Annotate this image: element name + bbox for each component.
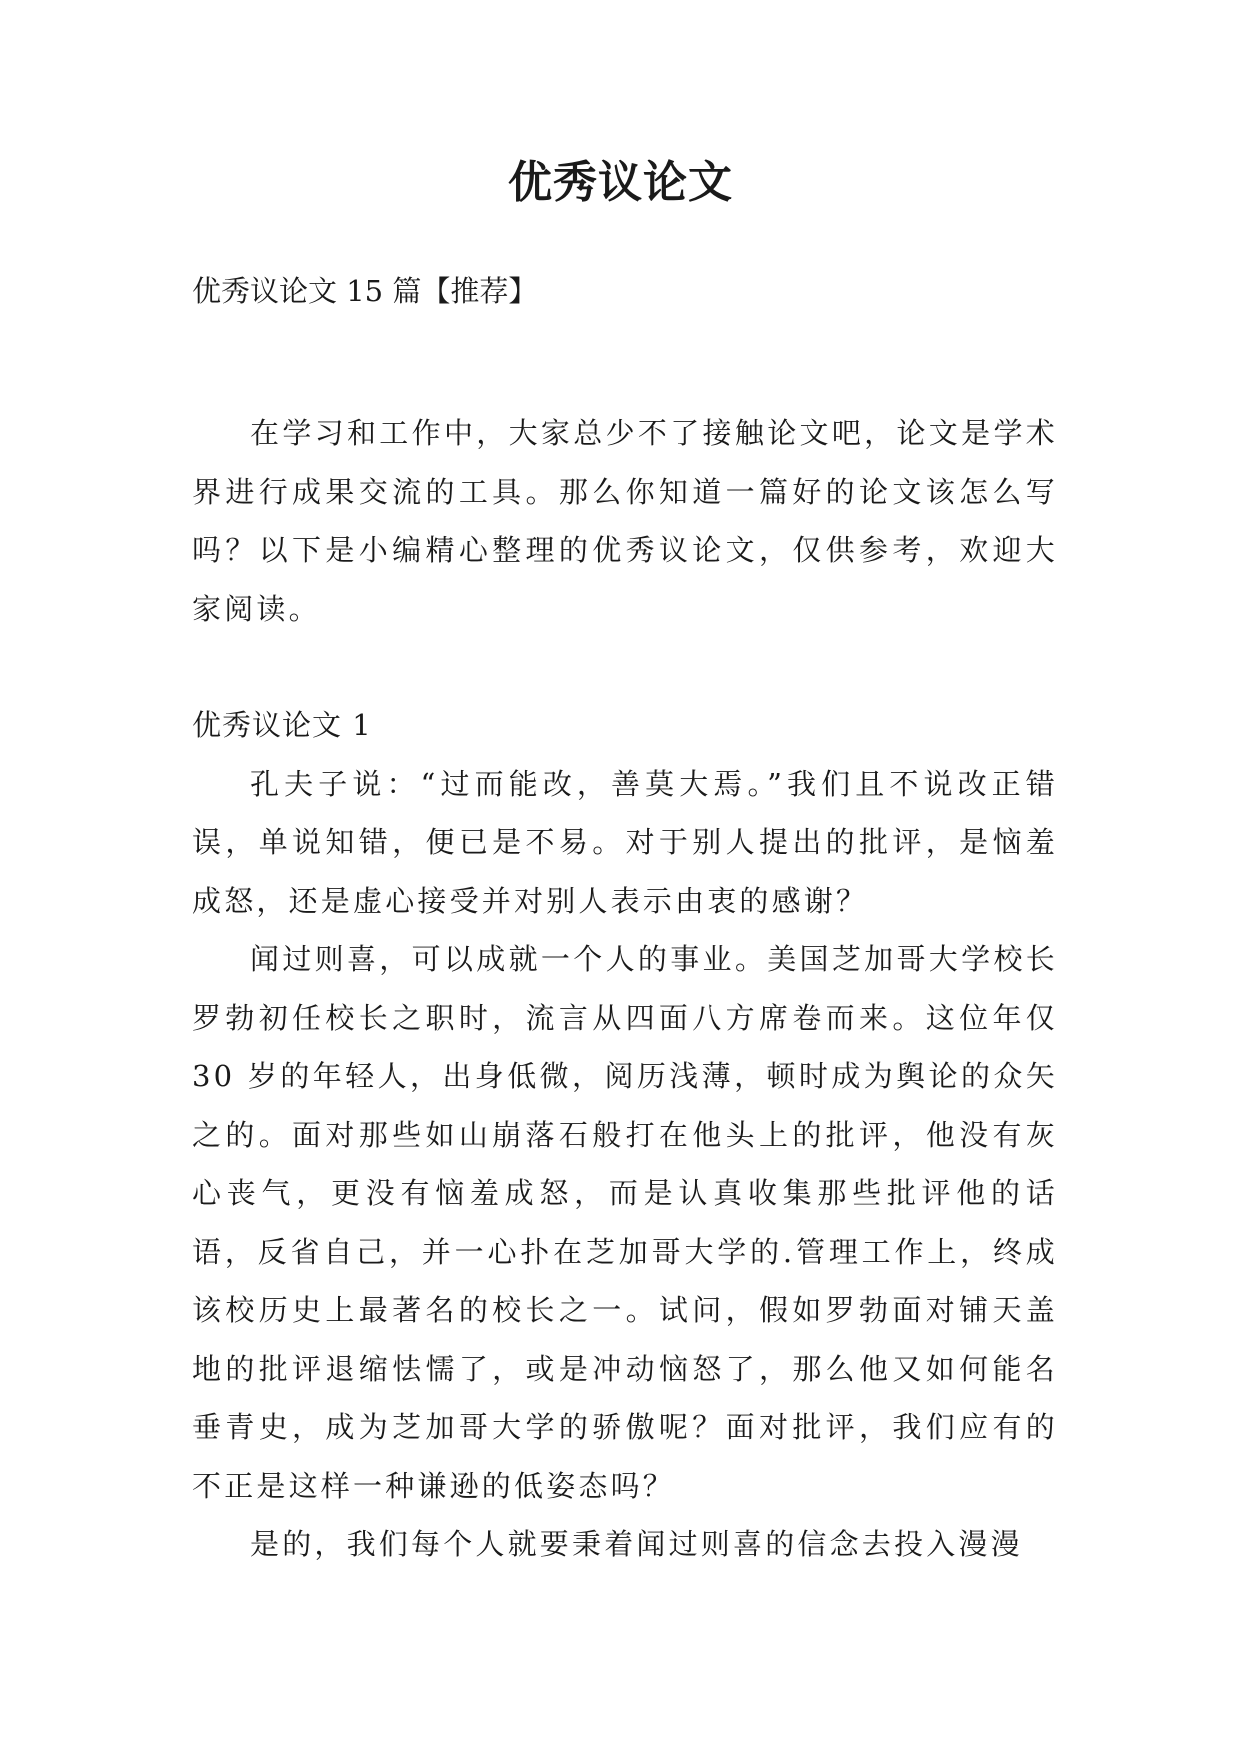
- document-body: [192, 404, 1058, 1574]
- paragraph-spacer: [192, 638, 1058, 696]
- body-paragraph-3: 是的，我们每个人就要秉着闻过则喜的信念去投入漫漫: [250, 1527, 1023, 1561]
- document-title: 优秀议论文: [508, 157, 733, 208]
- body-paragraph-1: 孔夫子说：“过而能改，善莫大焉。”我们且不说改正错误，单说知错，便已是不易。对于别人提出的批评，是恼羞成怒，还是虚心接受并对别人表示由衷的感谢？: [192, 766, 1058, 918]
- document-subtitle: 优秀议论文 15 篇【推荐】: [192, 274, 538, 308]
- section-heading: 优秀议论文 1: [192, 708, 372, 742]
- body-paragraph-2: 闻过则喜，可以成就一个人的事业。美国芝加哥大学校长罗勃初任校长之职时，流言从四面八方席卷而来。这位年仅 30 岁的年轻人，出身低微，阅历浅薄，顿时成为舆论的众矢之的。面对那些如山崩落石般打在他头上的批评，他没有灰心丧气，更没有恼羞成怒，而是认真收集那些批评他的话语，反省自己，并一心扑在芝加哥大学的.管理工作上，终成该校历史上最著名的校长之一。试问，假如罗勃面对铺天盖地的批评退缩怯懦了，或是冲动恼怒了，那么他又如何能名垂青史，成为芝加哥大学的骄傲呢？面对批评，我们应有的不正是这样一种谦逊的低姿态吗？: [192, 942, 1058, 1503]
- intro-paragraph: 在学习和工作中，大家总少不了接触论文吧，论文是学术界进行成果交流的工具。那么你知道一篇好的论文该怎么写吗？以下是小编精心整理的优秀议论文，仅供参考，欢迎大家阅读。: [192, 416, 1058, 626]
